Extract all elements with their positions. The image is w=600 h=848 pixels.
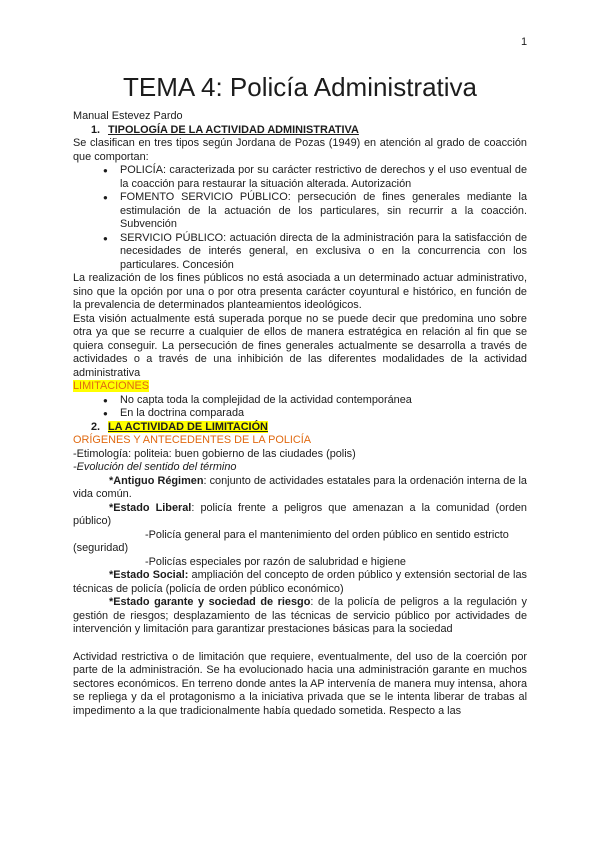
list-item: ● En la doctrina comparada <box>120 407 527 421</box>
period-entry <box>73 596 527 637</box>
evolution-line: -Evolución del sentido del término <box>73 461 237 473</box>
period-entry <box>73 502 527 529</box>
liberal-subitem: -Policía general para el mantenimiento del orden público en sentido estricto (seguridad) <box>73 528 509 554</box>
limitations-list <box>73 394 527 421</box>
limitations-label-text: LIMITACIONES <box>73 380 150 392</box>
period-text: ampliación del concepto de orden público y extensión sectorial de las técnicas de policía (policía de orden público económico) <box>73 569 527 595</box>
period-label: *Estado garante y sociedad de riesgo <box>109 596 311 608</box>
page-number: 1 <box>521 36 528 48</box>
section1-heading <box>73 124 527 138</box>
period-label: *Estado Social: <box>109 569 189 581</box>
list-item: ● POLICÍA: caracterizada por su carácter restrictivo de derechos y el uso eventual de la coacción para restaurar la situación alterada. Autorización <box>120 164 527 191</box>
section2-heading <box>73 421 527 435</box>
author-line: Manual Estevez Pardo <box>73 110 183 122</box>
section1-heading-text: TIPOLOGÍA DE LA ACTIVIDAD ADMINISTRATIVA <box>108 123 359 136</box>
list-item: ● SERVICIO PÚBLICO: actuación directa de la administración para la satisfacción de necesidades de interés general, en exclusiva o en la concurrencia con los particulares. Concesión <box>120 232 527 273</box>
origins-label: ORÍGENES Y ANTECEDENTES DE LA POLICÍA <box>73 434 312 446</box>
section2-heading-text: LA ACTIVIDAD DE LIMITACIÓN <box>108 420 268 433</box>
period-text: : policía frente a peligros que amenazan a la comunidad (orden público) <box>73 501 527 527</box>
period-text: : conjunto de actividades estatales para la ordenación interna de la vida común. <box>73 474 527 500</box>
period-label: *Antiguo Régimen <box>109 474 204 487</box>
document-body <box>73 108 527 718</box>
list-item: ● No capta toda la complejidad de la actividad contemporánea <box>120 394 527 408</box>
section1-paragraph: La realización de los fines públicos no está asociada a un determinado actuar administrativo, sino que la opción por una o por otra presenta carácter coyuntural e histórico, en función de la prevalencia de determinados planteamientos ideológicos. <box>73 272 527 311</box>
period-text: : de la policía de peligros a la regulación y gestión de riesgos; desplazamiento de las técnicas de servicio público por actividades de intervención y limitación para garantizar prestaciones básicas para la sociedad <box>73 596 527 635</box>
closing-paragraph: Actividad restrictiva o de limitación que requiere, eventualmente, del uso de la coerción por parte de la administración. Se ha evolucionado hacia una administración garante en muchos sectores económicos. En terreno donde antes la AP intervenía de manera muy intensa, ahora se repliega y da el protagonismo a la iniciativa privada que se le intenta liberar de trabas al impedimento a la que tradicionalmente había quedado sometida. Respecto a las <box>73 650 527 717</box>
liberal-subitem: -Policías especiales por razón de salubridad e higiene <box>145 555 406 568</box>
typology-list <box>73 164 527 272</box>
limitations-label <box>73 380 527 394</box>
period-entry <box>73 569 527 596</box>
section1-paragraph: Esta visión actualmente está superada porque no se puede decir que predomina uno sobre otra ya que se recurre a cualquier de ellos de manera estratégica en relación al fin que se quiera conseguir. La persecución de fines generales actualmente se desarrolla a través de actividades o a través de una inhibición de las diferentes modalidades de la actividad administrativa <box>73 312 527 379</box>
paragraph-spacer <box>73 637 527 651</box>
period-entry <box>73 475 527 502</box>
section1-intro: Se clasifican en tres tipos según Jordana de Pozas (1949) en atención al grado de coacción que comportan: <box>73 137 527 163</box>
section2-number: 2. <box>91 420 101 433</box>
document-title: TEMA 4: Policía Administrativa <box>122 72 478 102</box>
section1-number: 1. <box>91 123 101 136</box>
period-label: *Estado Liberal <box>109 501 192 514</box>
list-item: ● FOMENTO SERVICIO PÚBLICO: persecución de fines generales mediante la estimulación de la actuación de los particulares, sin recurrir a la coacción. Subvención <box>120 191 527 232</box>
etymology-line: -Etimología: politeia: buen gobierno de las ciudades (polis) <box>73 447 356 460</box>
